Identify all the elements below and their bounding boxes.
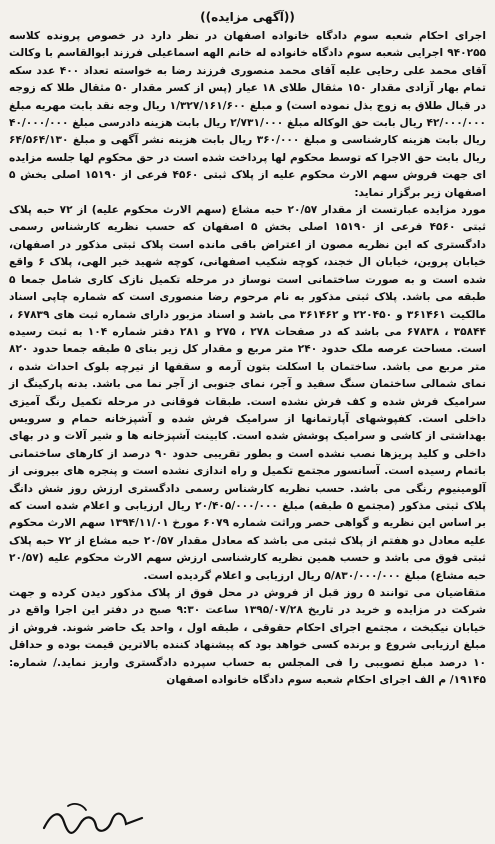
- notice-paragraph-terms: متقاضیان می توانند ۵ روز قبل از فروش در محل فوق از پلاک مذکور دیدن کرده و جهت شرکت در مزایده و خرید در تاریخ ۱۳۹۵/۰۷/۲۸ ساعت ۹:۳۰ صبح در دفتر این اجرا واقع در خیابان نیکبخت ، مجتمع اجرای احکام حقوقی ، طبقه اول ، واحد یک حاضر شوند. فروش از مبلغ ارزیابی شروع و برنده کسی خواهد بود که پیشنهاد کننده بالاترین قیمت بوده و حداقل ۱۰ درصد مبلغ تصویبی را فی المجلس به حساب سپرده دادگستری واریز نماید./ شماره: ۱۹۱۴۵/ م الف اجرای احکام شعبه سوم دادگاه خانواده اصفهان: [9, 587, 486, 687]
- handwritten-signature: [38, 798, 148, 844]
- notice-title: ((آگهی مزایده)): [200, 10, 295, 24]
- notice-paragraph-property: مورد مزایده عبارتست از مقدار ۲۰/۵۷ حبه مشاع (سهم الارث محکوم علیه) از ۷۲ حبه پلاک ثبتی ۴۵۶۰ فرعی از ۱۵۱۹۰ اصلی بخش ۵ اصفهان که حسب نظریه کارشناس رسمی دادگستری که این نظریه مصون از اعتراض باقی مانده است پلاک ثبتی مذکور در اصفهان، خیابان پروین، خیابان ال خجند، کوچه شکیب اصفهانی، کوچه شهید خیر الهی، پلاک ۶ واقع شده است و به صورت ساختمانی است نوساز در مرحله تکمیل نازک کاری شامل جمعا ۵ طبقه می باشد. پلاک ثبتی مذکور به نام مرحوم رضا منصوری است که شماره چاپی اسناد مالکیت ۳۶۱۴۶۱ و ۲۲۰۴۵۰ و ۳۶۱۴۶۲ می باشد و اسناد مزبور دارای شماره ثبت های ۶۷۸۳۹ ، ۳۵۸۴۴ ، ۶۷۸۳۸ می باشد که در صفحات ۲۷۸ ، ۲۷۵ و ۲۸۱ دفتر شماره ۱۰۴ به ثبت رسیده است. مساحت عرصه ملک حدود ۲۴۰ متر مربع و مقدار کل زیر بنای ۵ طبقه جمعا حدود ۸۲۰ متر مربع می باشد. ساختمان با اسکلت بتون آرمه و سقفها از تیرچه بلوک احداث شده ، نمای شمالی ساختمان سنگ سفید و آجر، نمای جنوبی از آجر نما می باشد. بدنه پارکینگ از سرامیک فرش شده و کف فرش نشده است. طبقات فوقانی در مرحله تکمیل رنگ آمیزی داخلی است. کفپوشهای آپارتمانها از سرامیک فرش شده و آشپزخانه حمام و سرویس بهداشتی از کاشی و سرامیک پوشش شده است. کابینت آشپزخانه ها و شیر آلات و در بهای داخلی و کلید پریزها نصب نشده است و بطور تقریبی حدود ۹۰ درصد از کارهای ساختمانی باتمام رسیده است. آسانسور مجتمع تکمیل و راه اندازی نشده است و پنجره های بیرونی از آلومینیوم رنگی می باشد. حسب نظریه کارشناس رسمی دادگستری ارزش روز شش دانگ پلاک ثبتی مذکور (مجتمع ۵ طبقه) مبلغ ۲۰/۴۰۵/۰۰۰/۰۰۰ ریال ارزیابی و اعلام شده است که بر اساس این نظریه و گواهی حصر وراثت شماره ۶۰۷۹ مورخ ۱۳۹۴/۱۱/۰۱ سهم الارث محکوم علیه معادل دو هفتم از پلاک ثبتی می باشد که معادل مقدار ۲۰/۵۷ حبه مشاع از ۷۲ حبه پلاک ثبتی فوق می باشد و حسب همین نظریه کارشناسی ارزش سهم الارث محکوم علیه (۲۰/۵۷ حبه مشاع) مبلغ ۵/۸۳۰/۰۰۰/۰۰۰ ریال ارزیابی و اعلام گردیده است.: [9, 204, 487, 582]
- notice-paragraph-intro: اجرای احکام شعبه سوم دادگاه خانواده اصفهان در نظر دارد در خصوص پرونده کلاسه ۹۴۰۲۵۵ اجرایی شعبه سوم دادگاه خانواده له خانم الهه اسماعیلی فرزند ابوالقاسم با وکالت آقای محمد علی رحایی علیه آقای محمد منصوری فرزند رضا به خواسته تعداد ۴۰۰ عدد سکه تمام بهار آزادی مقدار ۱۵۰ مثقال طلای ۱۸ عیار (پس از کسر مقدار ۵۰ مثقال طلا که زوجه در قبال طلاق به زوج بذل نموده است) و مبلغ ۱/۳۲۷/۱۶۱/۶۰۰ ریال وجه نقد بابت مهریه مبلغ ۴۲/۰۰۰/۰۰۰ ریال بابت حق الوکاله مبلغ ۲/۷۳۱/۰۰۰ ریال بابت هزینه دادرسی مبلغ ۴۰/۰۰۰/۰۰۰ ریال بابت هزینه کارشناسی و مبلغ ۳۶۰/۰۰۰ ریال بابت هزینه نشر آگهی و مبلغ ۶۴/۵۶۴/۱۳۰ ریال بابت حق الاجرا که توسط محکوم لها پرداخت شده است در حق محکوم لها جلسه مزایده ای جهت فروش سهم الارث محکوم علیه از پلاک ثبتی ۴۵۶۰ فرعی از ۱۵۱۹۰ اصلی بخش ۵ اصفهان زیر برگزار نماید:: [9, 30, 486, 199]
